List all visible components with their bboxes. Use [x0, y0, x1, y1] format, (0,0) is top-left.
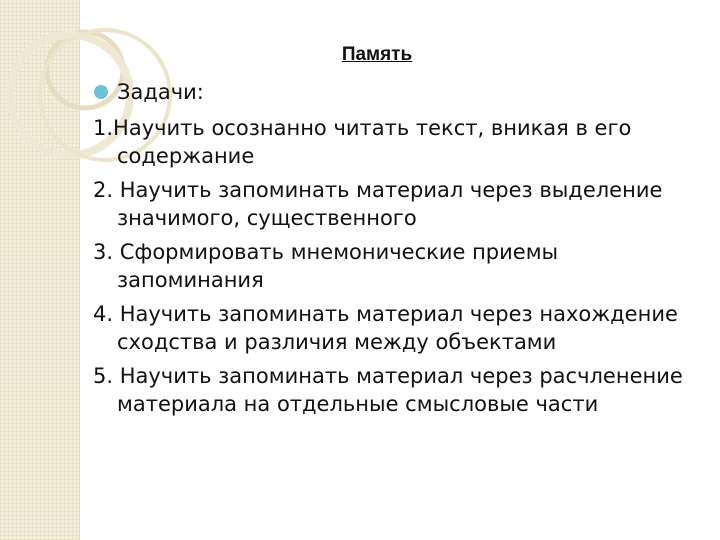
slide-title: Память: [341, 44, 413, 65]
list-item: 2. Научить запоминать материал через выделение значимого, существенного: [93, 178, 663, 230]
list-item: 5. Научить запоминать материал через расчленение материала на отдельные смысловые части: [93, 364, 683, 416]
bullet-dot-icon: [94, 85, 108, 99]
band-divider: [79, 0, 80, 540]
list-item: 4. Научить запоминать материал через нахождение сходства и различия между объектами: [93, 302, 678, 354]
task-list: [93, 114, 708, 424]
list-item: 3. Сформировать мнемонические приемы запоминания: [93, 240, 559, 292]
task-bullet: [94, 79, 204, 105]
decorative-side-band: [0, 0, 80, 540]
list-item: 1.Научить осознанно читать текст, вникая в его содержание: [93, 116, 632, 168]
task-heading: Задачи:: [117, 80, 204, 104]
